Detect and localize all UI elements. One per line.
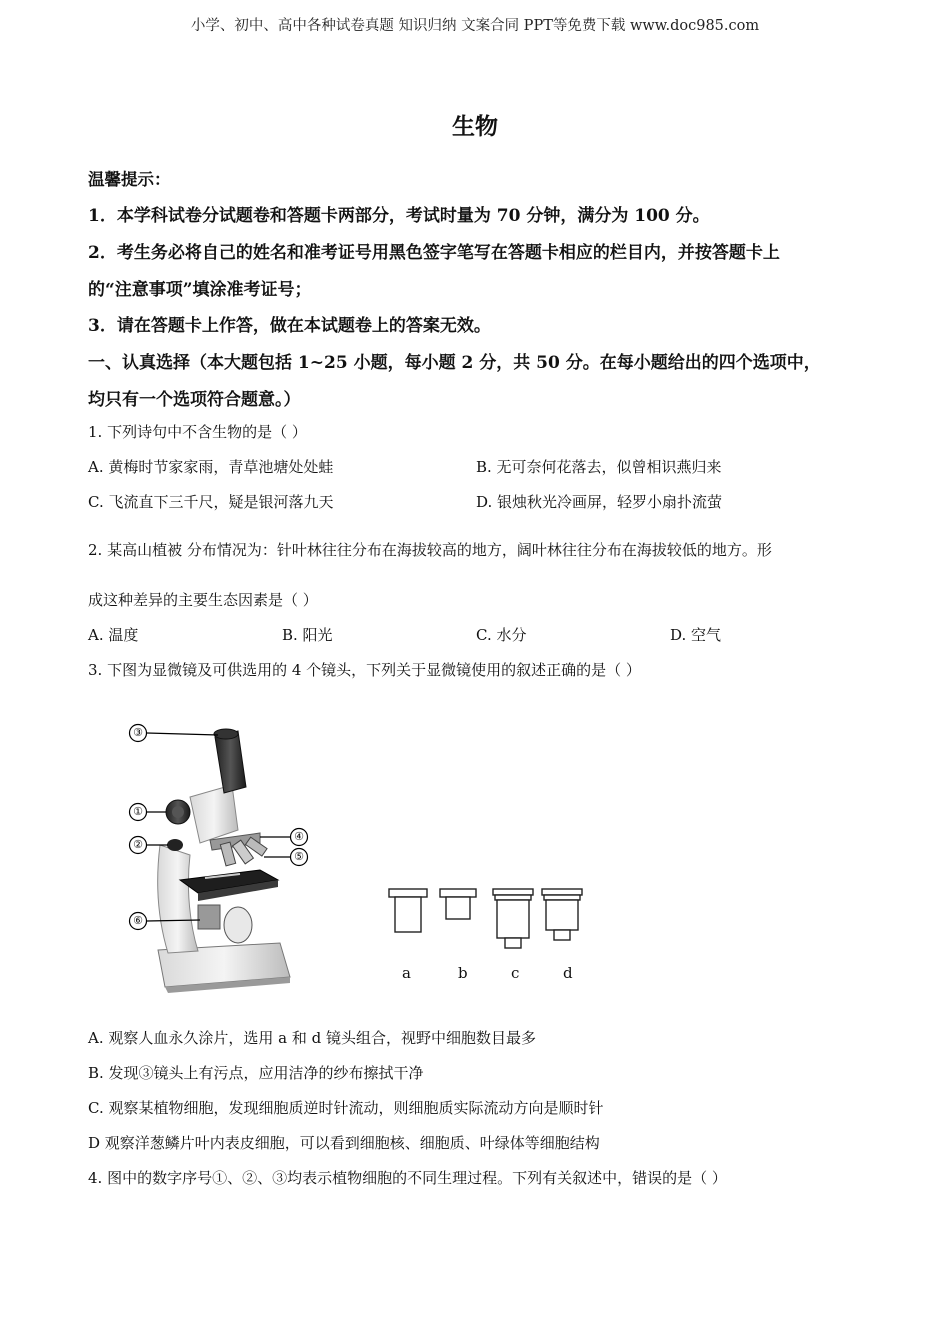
marker-6: ⑥ (133, 914, 143, 927)
section-1-heading: 一、认真选择（本大题包括 1~25 小题，每小题 2 分，共 50 分。在每小题给出的四个选项中， (88, 353, 821, 373)
q1-option-c: C. 飞流直下三千尺，疑是银河落九天 (88, 493, 334, 511)
marker-4: ④ (294, 830, 304, 843)
q1-stem: 1. 下列诗句中不含生物的是（ ） (88, 423, 307, 441)
tip-2-line-2: 的“注意事项”填涂准考证号； (88, 280, 312, 300)
q2-option-a: A. 温度 (88, 626, 139, 644)
q2-option-c: C. 水分 (476, 626, 527, 644)
q3-stem: 3. 下图为显微镜及可供选用的 4 个镜头，下列关于显微镜使用的叙述正确的是（ ） (88, 661, 641, 679)
q2-stem-cont: 成这种差异的主要生态因素是（ ） (88, 591, 318, 609)
section-1-heading-cont: 均只有一个选项符合题意。） (88, 390, 301, 410)
q3-option-b: B. 发现③镜头上有污点，应用洁净的纱布擦拭干净 (88, 1064, 424, 1082)
page-header-banner: 小学、初中、高中各种试卷真题 知识归纳 文案合同 PPT等免费下载 www.doc985.com (190, 18, 760, 34)
marker-2: ② (133, 838, 143, 851)
q1-option-d: D. 银烛秋光冷画屏，轻罗小扇扑流萤 (476, 493, 723, 511)
tip-3: 3．请在答题卡上作答，做在本试题卷上的答案无效。 (88, 316, 491, 336)
tips-heading: 温馨提示： (88, 170, 171, 189)
lens-label-b: b (458, 964, 468, 982)
marker-1: ① (133, 805, 143, 818)
lens-label-a: a (402, 964, 411, 982)
lens-label-d: d (563, 964, 573, 982)
tip-1: 1．本学科试卷分试题卷和答题卡两部分，考试时量为 70 分钟，满分为 100 分。 (88, 206, 710, 226)
q3-option-c: C. 观察某植物细胞，发现细胞质逆时针流动，则细胞质实际流动方向是顺时针 (88, 1099, 604, 1117)
lens-label-c: c (511, 964, 520, 982)
page-title: 生物 (452, 114, 498, 140)
q3-option-a: A. 观察人血永久涂片，选用 a 和 d 镜头组合，视野中细胞数目最多 (88, 1029, 536, 1047)
marker-5: ⑤ (294, 850, 304, 863)
lens-figure (385, 885, 590, 960)
q2-stem: 2. 某高山植被 分布情况为：针叶林往往分布在海拔较高的地方，阔叶林往往分布在海拔较低的地方。形 (88, 541, 772, 559)
q2-option-b: B. 阳光 (282, 626, 333, 644)
q1-option-a: A. 黄梅时节家家雨，青草池塘处处蛙 (88, 458, 334, 476)
q2-option-d: D. 空气 (670, 626, 722, 644)
marker-3: ③ (133, 726, 143, 739)
q1-option-b: B. 无可奈何花落去，似曾相识燕归来 (476, 458, 722, 476)
tip-2-line-1: 2．考生务必将自己的姓名和准考证号用黑色签字笔写在答题卡相应的栏目内，并按答题卡上 (88, 243, 780, 263)
q4-stem: 4. 图中的数字序号①、②、③均表示植物细胞的不同生理过程。下列有关叙述中，错误的是（ ） (88, 1169, 727, 1187)
q3-option-d: D 观察洋葱鳞片叶内表皮细胞，可以看到细胞核、细胞质、叶绿体等细胞结构 (88, 1134, 600, 1152)
